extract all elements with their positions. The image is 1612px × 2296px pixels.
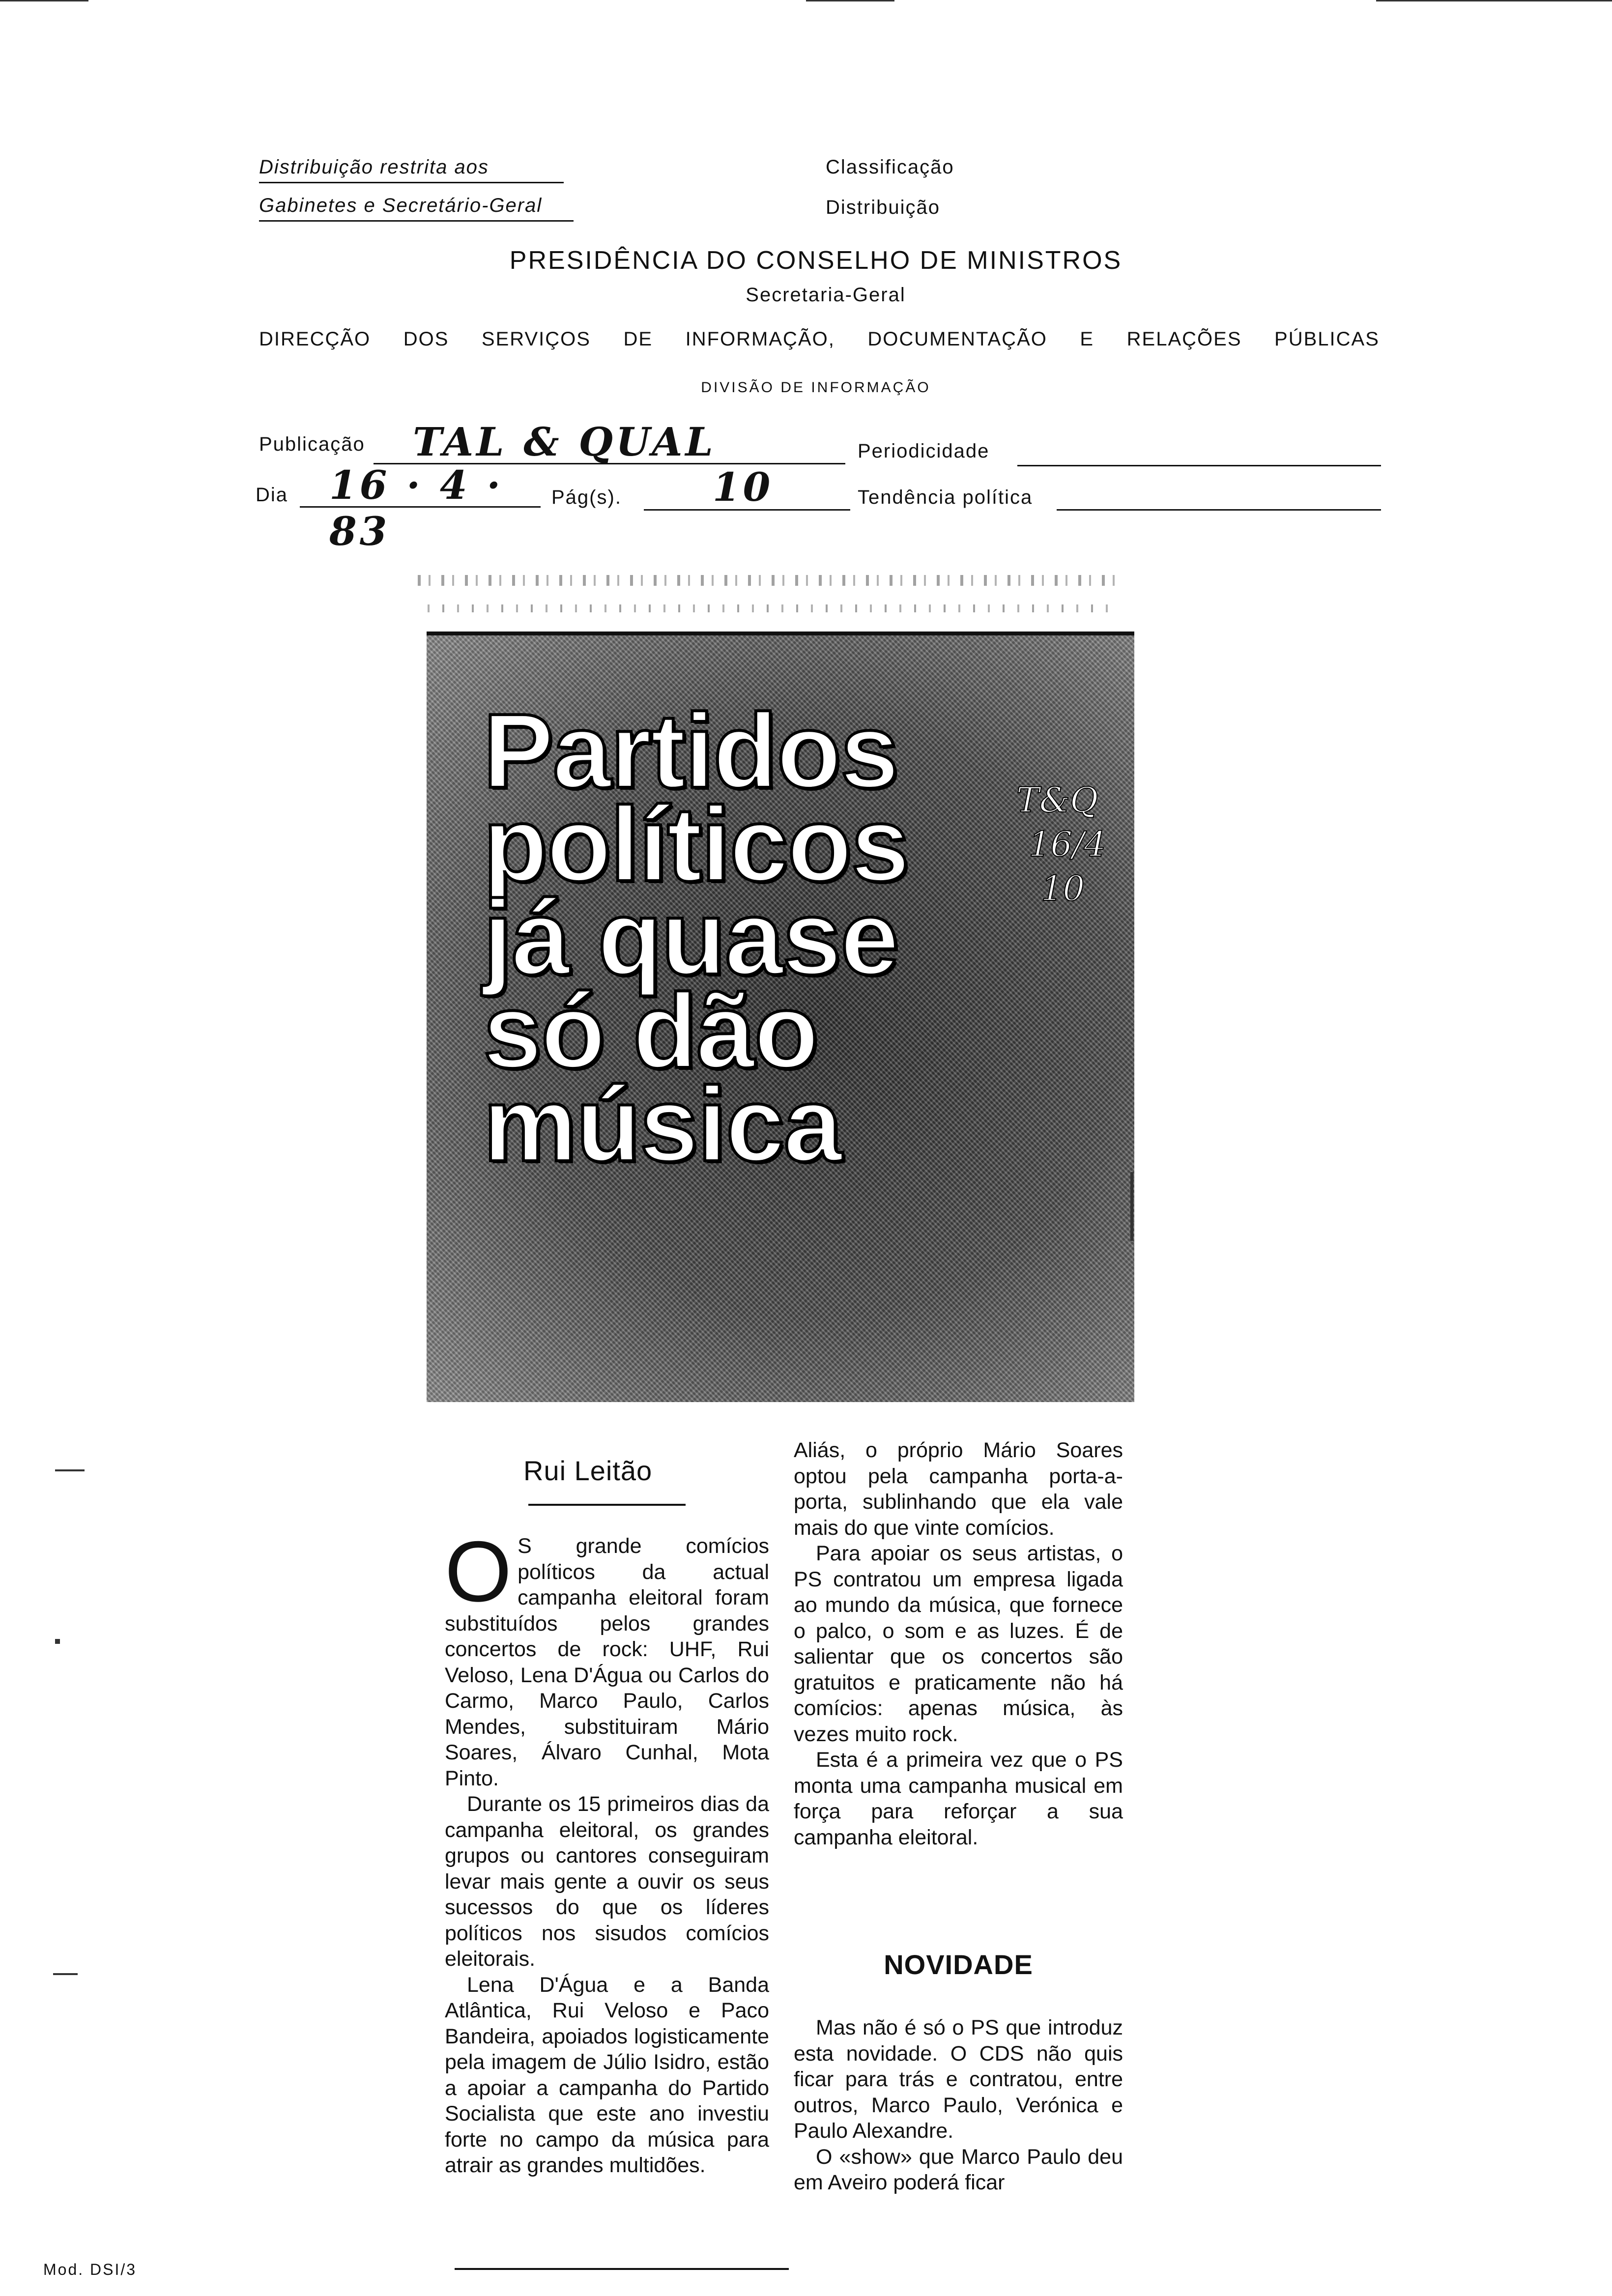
classification-label: Classificação: [826, 156, 954, 178]
headline-photo: [427, 631, 1134, 1402]
article-paragraph: [794, 1437, 1123, 1541]
byline-rule: [528, 1504, 686, 1506]
directorate-word: INFORMAÇÃO,: [685, 328, 835, 350]
directorate-title: [259, 328, 1380, 350]
article-paragraph: [794, 1747, 1123, 1850]
annotation-line: 10: [1041, 868, 1085, 909]
header-rule: [259, 182, 564, 183]
scan-edge-mark: [55, 1469, 85, 1471]
directorate-word: DIRECÇÃO: [259, 328, 371, 350]
secretariat-title: Secretaria-Geral: [746, 284, 906, 306]
scan-noise: [418, 575, 1116, 586]
paragraph-text: S grande comícios políticos da actual campanha eleitoral foram substituídos pelos grandes concertos de rock: UHF, Rui Veloso, Lena D'Água ou Carlos do Carmo, Marco Paulo, Carlos Mendes, substituiram Mário Soares, Álvaro Cunhal, Mota Pinto.: [445, 1534, 769, 1790]
article-paragraph: [794, 2015, 1123, 2144]
headline-line: música: [483, 1065, 841, 1183]
form-code: Mod. DSI/3: [43, 2261, 137, 2278]
handwritten-annotation: [1016, 778, 1106, 911]
page-label: Pág(s).: [551, 487, 622, 508]
headline-line: políticos: [483, 785, 909, 903]
publication-field: [374, 419, 845, 465]
article-column-right-top: [794, 1437, 1123, 1850]
periodicity-field: [1017, 432, 1381, 466]
article-paragraph: [445, 1524, 769, 1791]
directorate-word: DOCUMENTAÇÃO: [867, 328, 1047, 350]
distribution-restriction-line1: Distribuição restrita aos: [259, 156, 489, 178]
article-paragraph: [445, 1972, 769, 2179]
periodicity-label: Periodicidade: [858, 440, 990, 462]
division-title: DIVISÃO DE INFORMAÇÃO: [701, 379, 931, 396]
day-value: 16 · 4 · 83: [329, 462, 504, 554]
paragraph-text: Mas não é só o PS que introduz esta novidade. O CDS não quis ficar para trás e contratou, entre outros, Marco Paulo, Verónica e Paulo Alexandre.: [794, 2016, 1123, 2143]
publication-label: Publicação: [259, 433, 365, 455]
article-column-left: [445, 1524, 769, 2179]
paragraph-text: Lena D'Água e a Banda Atlântica, Rui Veloso e Paco Bandeira, apoiados logisticamente pela imagem de Júlio Isidro, estão a apoiar a campanha do Partido Socialista que este ano investiu forte no campo da música para atrair as grandes multidões.: [445, 1973, 769, 2177]
scan-edge-mark: [55, 1639, 60, 1644]
directorate-word: E: [1080, 328, 1094, 350]
day-field: [300, 462, 541, 554]
scan-edge-mark: [1130, 1172, 1133, 1241]
directorate-word: SERVIÇOS: [481, 328, 591, 350]
directorate-word: DE: [623, 328, 653, 350]
paragraph-text: Esta é a primeira vez que o PS monta uma campanha musical em força para reforçar a sua campanha eleitoral.: [794, 1748, 1123, 1849]
distribution-restriction-line2: Gabinetes e Secretário-Geral: [259, 195, 543, 216]
paragraph-text: O «show» que Marco Paulo deu em Aveiro poderá ficar: [794, 2145, 1123, 2194]
footer-rule: [455, 2268, 789, 2270]
headline-line: já quase: [483, 878, 898, 997]
article-column-right-bottom: [794, 2015, 1123, 2196]
tendency-field: [1057, 477, 1381, 511]
section-heading: NOVIDADE: [884, 1949, 1033, 1980]
page-field: [644, 464, 850, 511]
annotation-line: T&Q: [1016, 780, 1098, 820]
paragraph-text: Durante os 15 primeiros dias da campanha eleitoral, os grandes grupos ou cantores conseguiram levar mais gente a ouvir os seus sucessos do que os líderes políticos nos sisudos comícios eleitorais.: [445, 1792, 769, 1971]
headline-line: só dão: [483, 972, 818, 1090]
directorate-word: PÚBLICAS: [1274, 328, 1380, 350]
directorate-word: DOS: [403, 328, 449, 350]
publication-value: TAL & QUAL: [413, 419, 716, 465]
scan-noise: [428, 604, 1116, 612]
article-paragraph: [794, 2144, 1123, 2196]
page-value: 10: [713, 464, 774, 510]
paragraph-text: Para apoiar os seus artistas, o PS contratou um empresa ligada ao mundo da música, que fornece o palco, o som e as luzes. É de salientar que os concertos são gratuitos e praticamente não há comícios: apenas música, às vezes muito rock.: [794, 1542, 1123, 1746]
annotation-line: 16/4: [1029, 824, 1106, 864]
scan-edge-mark: [0, 0, 88, 1]
scan-edge-mark: [1376, 0, 1612, 1]
institution-title: PRESIDÊNCIA DO CONSELHO DE MINISTROS: [509, 246, 1123, 275]
article-paragraph: [794, 1541, 1123, 1747]
scan-edge-mark: [806, 0, 894, 1]
drop-cap: O: [445, 1524, 512, 1620]
directorate-word: RELAÇÕES: [1126, 328, 1242, 350]
distribution-label: Distribuição: [826, 197, 940, 218]
paragraph-text: Aliás, o próprio Mário Soares optou pela campanha porta-a-porta, sublinhando que ela vale mais do que vinte comícios.: [794, 1438, 1123, 1540]
header-rule: [259, 220, 574, 222]
headline: [483, 691, 909, 1183]
scan-edge-mark: [53, 1973, 78, 1975]
article-paragraph: [445, 1791, 769, 1972]
byline: Rui Leitão: [523, 1455, 653, 1486]
headline-line: Partidos: [483, 691, 898, 810]
day-label: Dia: [256, 484, 288, 506]
tendency-label: Tendência política: [858, 487, 1033, 508]
